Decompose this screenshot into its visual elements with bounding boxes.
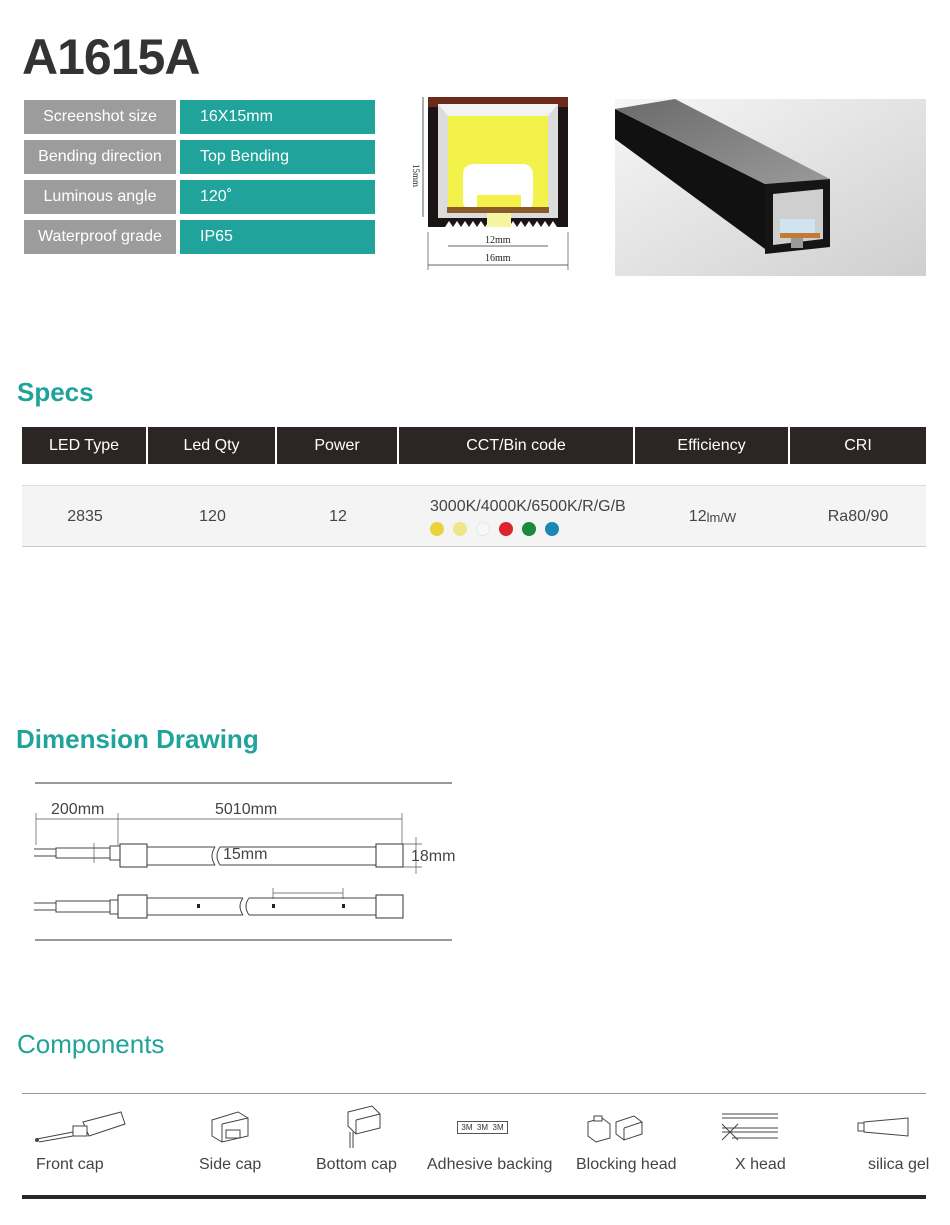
table-row (22, 485, 926, 547)
side-cap-icon (208, 1110, 253, 1150)
footer-bar (22, 1195, 926, 1199)
color-dot (545, 522, 559, 536)
total-length-label: 5010mm (215, 801, 278, 818)
x-head-icon (718, 1110, 782, 1149)
component-label-blocking-head: Blocking head (576, 1156, 677, 1173)
lead-length-label: 200mm (51, 801, 105, 818)
front-cap-icon (33, 1108, 128, 1153)
header-power: Power (277, 427, 399, 464)
cell-efficiency (635, 486, 790, 548)
bottom-cap-icon (342, 1104, 382, 1157)
width-label: 15mm (223, 846, 268, 863)
property-label: Bending direction (24, 140, 176, 174)
cct-text: 3000K/4000K/6500K/R/G/B (430, 498, 626, 515)
property-label: Luminous angle (24, 180, 176, 214)
color-dot (522, 522, 536, 536)
component-label-silica-gel: silica gel (868, 1156, 930, 1173)
property-value: 120˚ (180, 180, 375, 214)
cell-cct (399, 486, 635, 548)
color-dot (453, 522, 467, 536)
cell-led-type: 2835 (67, 508, 103, 525)
component-label-bottom-cap: Bottom cap (316, 1156, 397, 1173)
height-label: 18mm (411, 848, 456, 865)
property-value: 16X15mm (180, 100, 375, 134)
product-title: A1615A (22, 29, 200, 85)
component-label-front-cap: Front cap (36, 1156, 104, 1173)
header-led-qty: Led Qty (148, 427, 277, 464)
components-title: Components (17, 1029, 165, 1059)
inner-width-label: 12mm (485, 235, 511, 246)
header-cri: CRI (790, 427, 926, 464)
component-label-adhesive-backing: Adhesive backing (427, 1156, 553, 1173)
specs-title: Specs (17, 377, 94, 407)
adhesive-tape-icon: 3M 3M 3M (457, 1121, 508, 1134)
component-label-x-head: X head (735, 1156, 786, 1173)
efficiency-unit: lm/W (706, 509, 737, 525)
dimension-drawing (30, 775, 470, 950)
color-dot (476, 522, 490, 536)
color-dot (430, 522, 444, 536)
efficiency-value: 12 (688, 508, 707, 525)
property-label: Waterproof grade (24, 220, 176, 254)
silica-gel-icon (856, 1116, 912, 1145)
cross-section-diagram (405, 92, 580, 272)
header-led-type: LED Type (22, 427, 148, 464)
blocking-head-icon (584, 1112, 646, 1149)
specs-table-header (22, 427, 926, 464)
header-cct: CCT/Bin code (399, 427, 635, 464)
property-value: IP65 (180, 220, 375, 254)
dimension-title: Dimension Drawing (16, 724, 259, 754)
outer-width-label: 16mm (485, 253, 511, 264)
cell-power: 12 (329, 508, 347, 525)
header-efficiency: Efficiency (635, 427, 790, 464)
color-dots (430, 522, 568, 536)
property-label: Screenshot size (24, 100, 176, 134)
color-dot (499, 522, 513, 536)
property-value: Top Bending (180, 140, 375, 174)
components-divider (22, 1093, 926, 1094)
cell-led-qty: 120 (199, 508, 226, 525)
product-render-image (615, 99, 926, 276)
cell-cri: Ra80/90 (827, 508, 889, 525)
component-label-side-cap: Side cap (199, 1156, 262, 1173)
height-label: 15mm (411, 164, 421, 188)
